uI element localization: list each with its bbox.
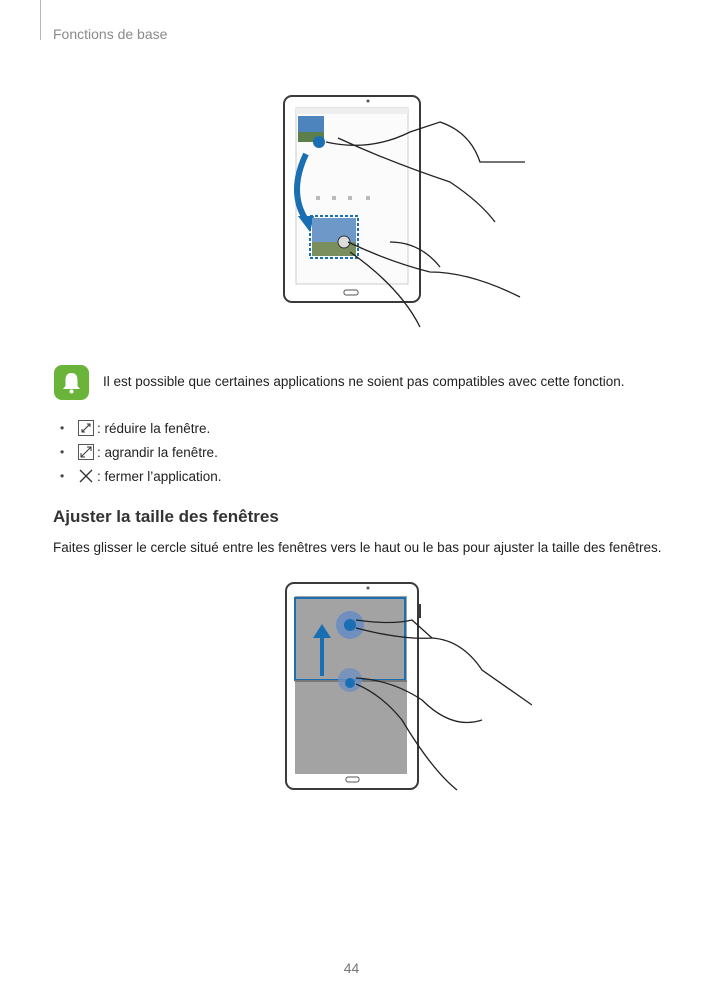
section-paragraph: Faites glisser le cercle situé entre les fenêtres vers le haut ou le bas pour ajuster la taille des fenêtres. [53, 540, 662, 555]
header-rule [40, 0, 41, 40]
section-heading: Ajuster la taille des fenêtres [53, 507, 279, 526]
maximize-window-icon [78, 444, 94, 460]
list-item [60, 418, 210, 438]
list-item [60, 466, 222, 486]
note-icon [54, 365, 89, 400]
list-item [60, 442, 218, 462]
list-item-text: : fermer l’application. [97, 468, 222, 484]
bullet-dot: • [60, 469, 65, 483]
minimize-window-icon [78, 420, 94, 436]
note-text: Il est possible que certaines applications ne soient pas compatibles avec cette fonction. [103, 374, 625, 389]
list-item-text: : réduire la fenêtre. [97, 420, 211, 436]
resize-windows-illustration [282, 580, 532, 795]
drag-window-illustration [280, 92, 530, 332]
bullet-dot: • [60, 421, 65, 435]
close-icon [78, 468, 94, 484]
page-number: 44 [343, 960, 360, 976]
list-item-text: : agrandir la fenêtre. [97, 444, 218, 460]
section-header: Fonctions de base [53, 26, 168, 42]
bullet-dot: • [60, 445, 65, 459]
